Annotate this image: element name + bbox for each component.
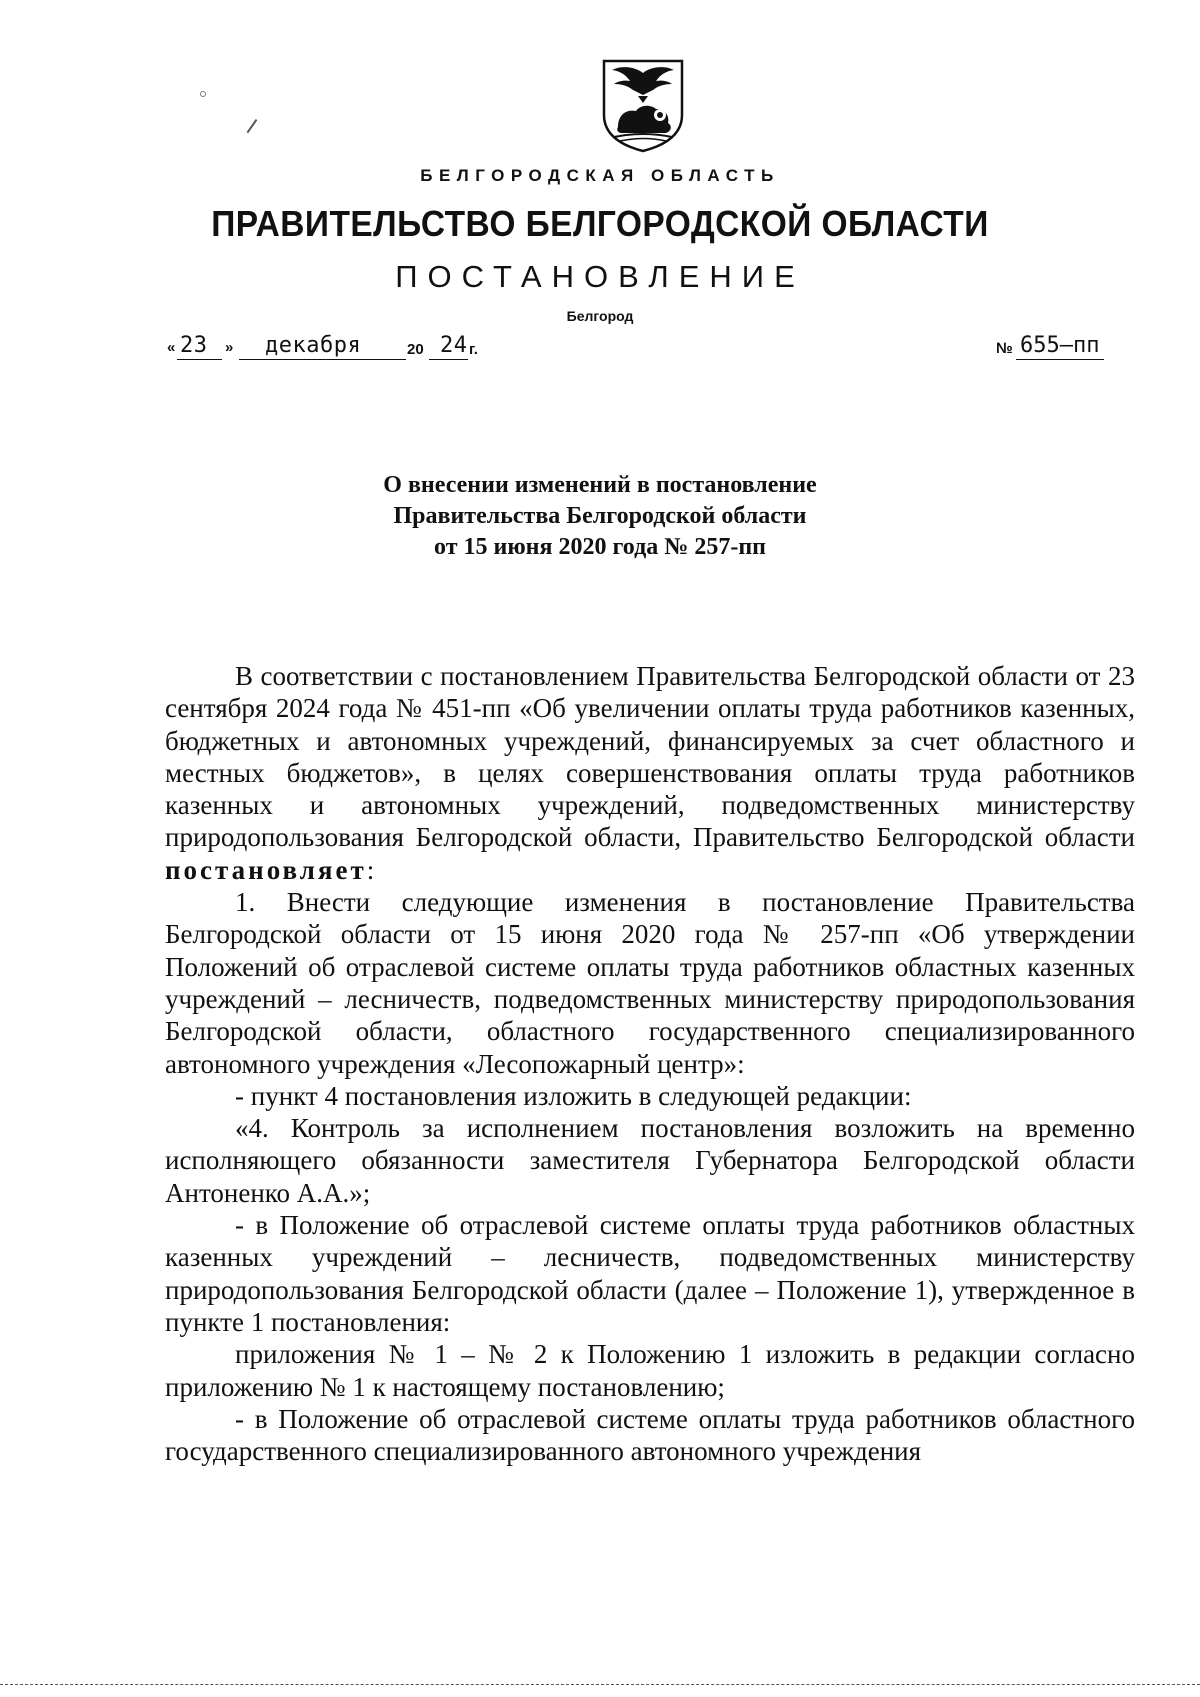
body-paragraph: 1. Внести следующие изменения в постановление Правительства Белгородской области от 15 июня 2020 года № 257-пп «Об утверждении Положений об отраслевой системе оплаты труда работников областных казенных учреждений – лесничеств, подведомственных министерству природопользования Белгородской области, областного государственного специализированного автономного учреждения «Лесопожарный центр»: bbox=[165, 887, 1135, 1079]
date-century: 20 bbox=[407, 341, 424, 358]
region-label: БЕЛГОРОДСКАЯ ОБЛАСТЬ bbox=[420, 166, 780, 185]
paragraph-text: В соответствии с постановлением Правительства Белгородской области от 23 сентября 2024 года № 451-пп «Об увеличении оплаты труда работников казенных, бюджетных и автономных учреждений, финансируемых за счет областного и местных бюджетов», в целях совершенствования оплаты труда работников казенных и автономных учреждений, подведомственных министерству природопользования Белгородской области, Правительство Белгородской области bbox=[165, 661, 1135, 853]
subject-line-1: О внесении изменений в постановление bbox=[383, 472, 817, 498]
paragraph-end: : bbox=[366, 854, 375, 885]
resolves-word: постановляет bbox=[165, 854, 367, 885]
scan-stroke bbox=[247, 119, 257, 133]
date-day: 23 bbox=[180, 333, 208, 358]
belgorod-coat-of-arms-icon bbox=[600, 57, 686, 153]
body-paragraph: - пункт 4 постановления изложить в следующей редакции: bbox=[235, 1080, 912, 1111]
body-paragraph: «4. Контроль за исполнением постановления возложить на временно исполняющего обязанности заместителя Губернатора Белгородской области Антоненко А.А.»; bbox=[165, 1113, 1135, 1208]
date-open-quote: « bbox=[167, 339, 176, 356]
date-year-suffix: г. bbox=[469, 341, 478, 358]
year-underline bbox=[429, 359, 468, 360]
body-paragraph bbox=[165, 660, 1135, 886]
date-close-quote: » bbox=[225, 339, 234, 356]
subject-line-2: Правительства Белгородской области bbox=[393, 503, 807, 529]
document-body bbox=[165, 660, 1135, 1467]
page-bottom-rule bbox=[0, 1684, 1200, 1685]
city-label: Белгород bbox=[566, 308, 634, 324]
scan-speck bbox=[200, 91, 206, 97]
number-value: 655–пп bbox=[1020, 333, 1100, 358]
body-paragraph: - в Положение об отраслевой системе оплаты труда работников областных казенных учреждений – лесничеств, подведомственных министерству природопользования Белгородской области (далее – Положение 1), утвержденное в пункте 1 постановления: bbox=[165, 1210, 1135, 1337]
subject-line-3: от 15 июня 2020 года № 257-пп bbox=[434, 534, 766, 560]
day-underline bbox=[177, 359, 222, 360]
body-paragraph: - в Положение об отраслевой системе оплаты труда работников областного государственного специализированного автономного учреждения bbox=[165, 1403, 1135, 1467]
month-underline bbox=[239, 359, 406, 360]
number-prefix: № bbox=[996, 340, 1013, 357]
date-month: декабря bbox=[265, 333, 362, 358]
date-year: 24 bbox=[440, 333, 468, 358]
number-underline bbox=[1016, 359, 1104, 360]
government-title: ПРАВИТЕЛЬСТВО БЕЛГОРОДСКОЙ ОБЛАСТИ bbox=[211, 203, 989, 244]
document-type: ПОСТАНОВЛЕНИЕ bbox=[395, 259, 805, 294]
body-paragraph: приложения № 1 – № 2 к Положению 1 изложить в редакции согласно приложению № 1 к настоящему постановлению; bbox=[165, 1339, 1135, 1402]
document-subject bbox=[0, 470, 1200, 563]
